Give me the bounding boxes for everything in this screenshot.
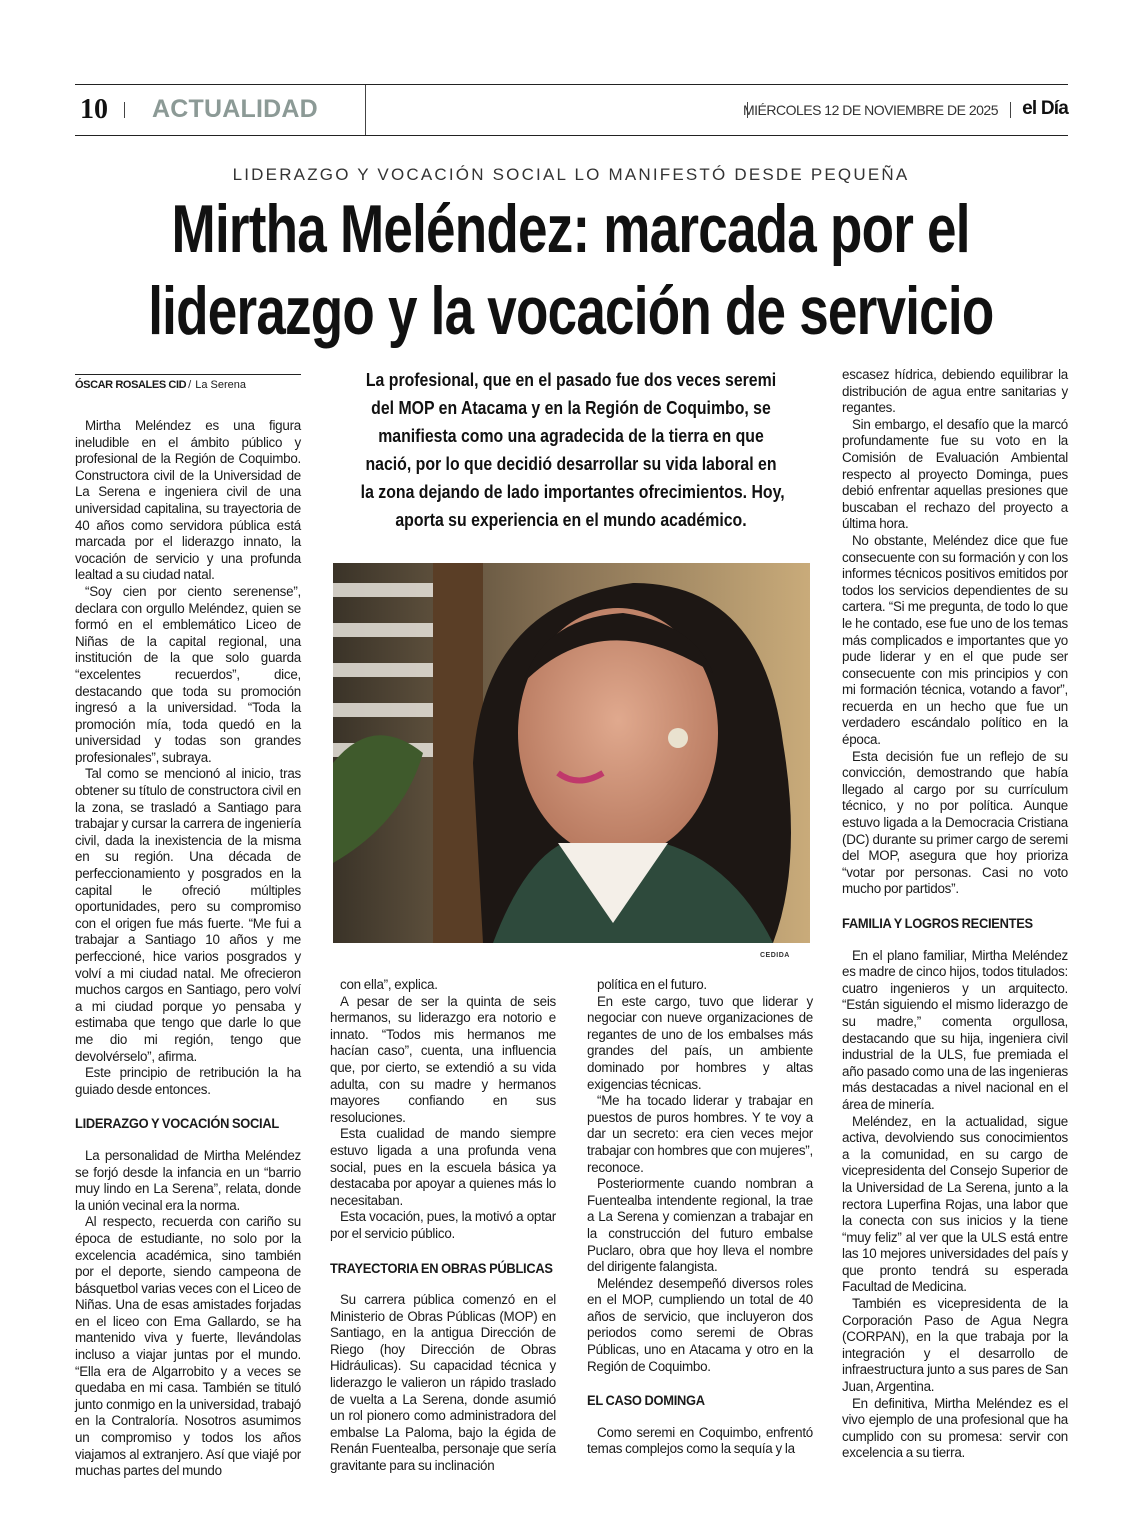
paragraph: En este cargo, tuvo que liderar y negociar con nueve organizaciones de regantes de uno de los embalses más grandes del país, un ambiente dominado por hombres y altas exigencias técnicas. <box>587 993 813 1092</box>
subheading: LIDERAZGO Y VOCACIÓN SOCIAL <box>75 1115 279 1132</box>
paragraph: Este principio de retribución la ha guiado desde entonces. <box>75 1065 301 1097</box>
subheading: FAMILIA Y LOGROS RECIENTES <box>842 915 1033 931</box>
headline-text: Mirtha Meléndez: marcada por el <box>171 191 971 267</box>
paragraph: Su carrera pública comenzó en el Ministerio de Obras Públicas (MOP) en Santiago, en la antigua Dirección de Riego (hoy Dirección de Obras Hidráulicas). Su capacidad técnica y liderazgo le valieron un rápido traslado de vuelta a La Serena, donde asumió un rol pionero como administradora del embalse La Paloma, bajo la égida de Renán Fuentealba, personaje que sería gravitante para su inclinación <box>330 1292 556 1474</box>
page-header <box>75 84 1068 136</box>
article-deck <box>332 366 810 534</box>
deck-line: La profesional, que en el pasado fue dos veces seremi <box>365 370 777 390</box>
photo-credit: CEDIDA <box>760 952 790 959</box>
paragraph: En definitiva, Mirtha Meléndez es el vivo ejemplo de una profesional que ha cumplido con su promesa: servir con excelencia a su tierra. <box>842 1395 1068 1461</box>
paragraph: También es vicepresidenta de la Corporación Paso de Agua Negra (CORPAN), en la que trabaja por la integración y el desarrollo de infraestructura junto a sus pares de San Juan, Argentina. <box>842 1296 1068 1395</box>
deck-line: la zona dejando de lado importantes ofrecimientos. Hoy, <box>360 482 785 502</box>
deck-line: manifiesta como una agradecida de la tierra en que <box>378 426 764 446</box>
paragraph: Meléndez, en la actualidad, sigue activa, devolviendo sus conocimientos a la comunidad, en su cargo de vicepresidenta del Consejo Superior de la Universidad de La Serena, junto a la rectora Luperfina Rojas, una labor que la conecta con sus inicios y la tiene “muy feliz” al ver que la ULS está entre las 10 mejores universidades del país y que pronto tendrá su esperada Facultad de Medicina. <box>842 1113 1068 1295</box>
article-column-4 <box>842 367 1068 1462</box>
paragraph: Tal como se mencionó al inicio, tras obtener su título de constructora civil en la zona, se trasladó a Santiago para trabajar y cursar la carrera de ingeniería civil, dada la inexistencia de la misma en su región. Una década de perfeccionamiento y posgrados en la capital le ofreció múltiples oportunidades, pero su compromiso con el origen fue más fuerte. “Me fui a trabajar a Santiago 10 años y me perfeccioné, hice varios posgrados y volví a mi ciudad natal. Me ofrecieron muchos cargos en Santiago, pero volví a mi ciudad porque yo pensaba y estimaba que tengo que darle lo que me dio mi región, tengo que devolvérselo”, afirma. <box>75 766 301 1064</box>
deck-line: nació, por lo que decidió desarrollar su vida laboral en <box>365 454 777 474</box>
byline-location: La Serena <box>195 379 246 391</box>
section-title: ACTUALIDAD <box>152 95 318 123</box>
issue-date: MIÉRCOLES 12 DE NOVIEMBRE DE 2025 <box>742 102 998 118</box>
paragraph: Esta cualidad de mando siempre estuvo ligada a una profunda vena social, pues en la escuela básica ya destacaba por apoyar a quienes más lo necesitaban. <box>330 1126 556 1208</box>
paragraph: La personalidad de Mirtha Meléndez se forjó desde la infancia en un “barrio muy lindo en La Serena”, relata, donde la unión vecinal era la norma. <box>75 1147 301 1213</box>
page-number: 10 <box>80 94 108 125</box>
headline-line-1 <box>0 190 1142 268</box>
paragraph: Esta vocación, pues, la motivó a optar por el servicio público. <box>330 1209 556 1241</box>
newspaper-logo: el Día <box>1022 98 1068 119</box>
article-column-2 <box>330 977 556 1475</box>
byline <box>75 374 301 391</box>
article-kicker: LIDERAZGO Y VOCACIÓN SOCIAL LO MANIFESTÓ DESDE PEQUEÑA <box>232 165 910 184</box>
paragraph: política en el futuro. <box>597 977 707 992</box>
subheading: TRAYECTORIA EN OBRAS PÚBLICAS <box>330 1259 553 1276</box>
deck-line: aporta su experiencia en el mundo académico. <box>395 510 747 530</box>
headline-text: liderazgo y la vocación de servicio <box>148 273 994 349</box>
paragraph: Meléndez desempeñó diversos roles en el MOP, cumpliendo un total de 40 años de servicio, que incluyeron dos periodos como seremi de Obras Públicas, uno en Atacama y otro en la Región de Coquimbo. <box>587 1275 813 1374</box>
paragraph: Esta decisión fue un reflejo de su convicción, demostrando que había llegado al cargo por su currículum técnico, y no por política. Aunque estuvo ligada a la Democracia Cristiana (DC) durante su primer cargo de seremi del MOP, asegura que hoy prioriza “votar por personas. Casi no voto mucho por partidos”. <box>842 748 1068 897</box>
headline-line-2 <box>0 272 1142 350</box>
divider <box>124 102 125 118</box>
portrait-photo <box>333 563 810 943</box>
paragraph: Al respecto, recuerda con cariño su época de estudiante, no solo por la excelencia académica, sino también por el deporte, siendo campeona de básquetbol varias veces con el Liceo de Niñas. Una de esas amistades forjadas en el liceo con Ema Gallardo, se ha mantenido viva y fuerte, llevándolas incluso a viajar juntas por el mundo. “Ella era de Algarrobito y a veces se quedaba en mi casa. También se tituló junto conmigo en la universidad, trabajó en la Contraloría. Nosotros asumimos un compromiso y todos los años viajamos al extranjero. Así que viajé por muchas partes del mundo <box>75 1214 301 1479</box>
paragraph: “Me ha tocado liderar y trabajar en puestos de puros hombres. Y te voy a dar un secreto: era cien veces mejor trabajar con hombres que con mujeres”, reconoce. <box>587 1093 813 1175</box>
byline-slash: / <box>188 379 192 391</box>
paragraph: Mirtha Meléndez es una figura ineludible en el ámbito público y profesional de la Región de Coquimbo. Constructora civil de la Universidad de La Serena e ingeniera civil de una universidad capitalina, su trayectoria de 40 años como servidora pública está marcada por el liderazgo innato, la vocación de servicio y una profunda lealtad a su ciudad natal. <box>75 418 301 583</box>
author-name: ÓSCAR ROSALES CID <box>75 379 187 391</box>
portrait-illustration <box>333 563 810 943</box>
paragraph: Posteriormente cuando nombran a Fuentealba intendente regional, la trae a La Serena y comienzan a trabajar en la construcción del futuro embalse Puclaro, obra que hoy lleva el nombre del dirigente falangista. <box>587 1176 813 1275</box>
paragraph: No obstante, Meléndez dice que fue consecuente con su formación y con los informes técnicos positivos emitidos por todos los servicios dependientes de su cartera. “Si me pregunta, de todo lo que le he contado, ese fue uno de los temas más complicados e importantes que yo pude liderar y en el que pude ser consecuente con mis principios y con mi formación técnica, votando a favor”, recuerda en un hecho que fue un verdadero escándalo político en la época. <box>842 532 1068 748</box>
paragraph: con ella”, explica. <box>340 977 438 992</box>
article-column-3 <box>587 977 813 1458</box>
deck-line: del MOP en Atacama y en la Región de Coquimbo, se <box>371 398 771 418</box>
paragraph: escasez hídrica, debiendo equilibrar la distribución de agua entre sanitarias y regantes. <box>842 367 1068 416</box>
paragraph: Como seremi en Coquimbo, enfrentó temas complejos como la sequía y la <box>587 1424 813 1457</box>
paragraph: “Soy cien por ciento serenense”, declara con orgullo Meléndez, quien se formó en el emblemático Liceo de Niñas de la capital regional, una institución de la que solo guarda “excelentes recuerdos”, dice, destacando que toda su promoción ingresó a la universidad. “Toda la promoción mía, toda quedó en la universidad y todas son grandes profesionales”, subraya. <box>75 583 301 765</box>
article-column-1 <box>75 418 301 1480</box>
subheading: EL CASO DOMINGA <box>587 1392 705 1409</box>
divider <box>1010 102 1011 118</box>
paragraph: A pesar de ser la quinta de seis hermanos, su liderazgo era notorio e innato. “Todos mis hermanos me hacían caso”, cuenta, una influencia que, por cierto, se extendió a su vida adulta, con su madre y hermanos mayores confiando en sus resoluciones. <box>330 993 556 1125</box>
divider <box>365 85 366 135</box>
paragraph: Sin embargo, el desafío que la marcó profundamente fue su voto en la Comisión de Evaluación Ambiental respecto al proyecto Dominga, pues debió enfrentar aquellas presiones que buscaban el rechazo del proyecto a última hora. <box>842 416 1068 532</box>
paragraph: En el plano familiar, Mirtha Meléndez es madre de cinco hijos, todos titulados: cuatro ingenieros y un arquitecto. “Están siguiendo el mismo liderazgo de su madre,” comenta orgullosa, destacando que su hija, ingeniera civil industrial de la ULS, fue premiada el año pasado como una de las ingenieras más destacadas a nivel nacional en el área de minería. <box>842 947 1068 1112</box>
